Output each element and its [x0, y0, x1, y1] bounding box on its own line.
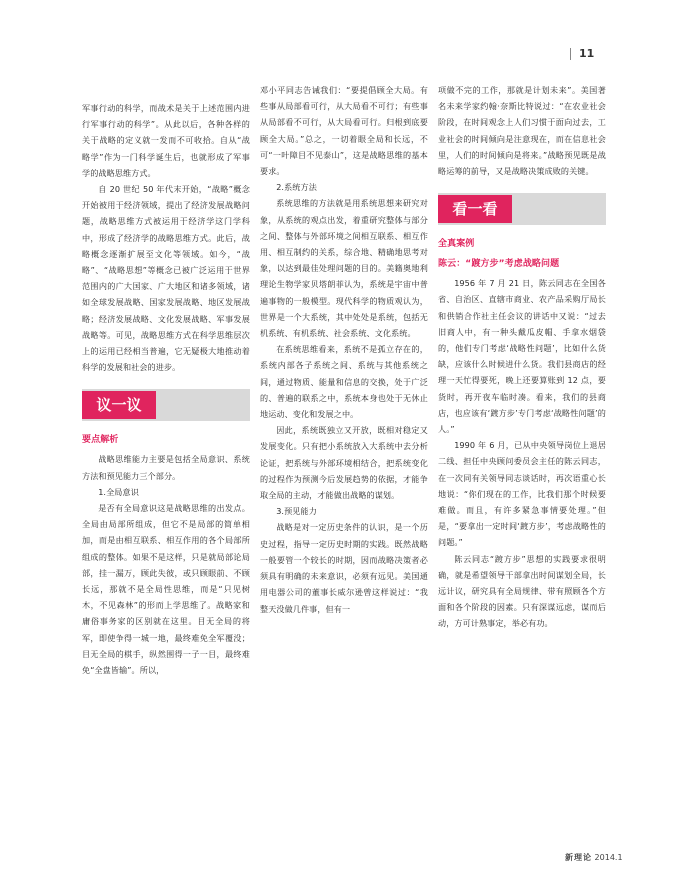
page-number: 11 — [570, 48, 619, 60]
paragraph: 战略思维能力主要是包括全局意识、系统方法和预见能力三个部分。 — [82, 454, 250, 481]
item-heading: 2.系统方法 — [276, 182, 317, 193]
issue-number: 2014.1 — [594, 853, 623, 862]
paragraph: 军事行动的科学，而战术是关于上述范围内进行军事行动的科学”。从此以后，各种各样的关于战略的定义就一发而不可收拾。自从“战略学”作为一门科学诞生后，也就形成了军事学的战略思维方式。 — [82, 103, 250, 178]
paragraph: 是否有全局意识这是战略思维的出发点。全局由局部所组成，但它不是局部的简单相加，而是由相互联系、相互作用的各个局部所组成的整体。如果不是这样，只是就局部论局部，挂一漏万，顾此失彼，或只顾眼前、不顾长远，那就不是全局性思维，而是“只见树木，不见森林”的形而上学思维了。战略家和庸俗事务家的区别就在这里。目无全局的将军，即使争得一城一地，最终难免全军覆没；目无全局的棋手，纵然围得一子一目，最终难免“全盘皆输”。所以， — [82, 503, 250, 676]
subheading-key-points: 要点解析 — [82, 435, 119, 446]
paragraph: 1990 年 6 月，已从中央领导岗位上退居二线、担任中央顾问委员会主任的陈云同志，在一次同有关领导同志谈话时，再次语重心长地说：“你们现在的工作，比我们那个时候要难做。而且，有许多紧急事情要处理。”但是，“要拿出一定时间‘踱方步’，考虑战略性的问题。” — [438, 440, 606, 548]
left-column — [82, 100, 250, 678]
paragraph: 在系统思维看来，系统不是孤立存在的，系统内部各子系统之间、系统与其他系统之间，通过物质、能量和信息的交换，处于广泛的、普遍的联系之中，系统本身也处于无休止地运动、变化和发展之中。 — [260, 344, 428, 420]
paragraph: 项做不完的工作，那就是计划未来”。美国著名未来学家约翰·奈斯比特说过：“在农业社会阶段，在时间观念上人们习惯于面向过去，工业社会的时间倾向是注意现在，而在信息社会里，人们的时间倾向是将来。”战略预见既是战略运筹的前导，又是战略决策成败的关键。 — [438, 85, 606, 177]
paragraph: 1956 年 7 月 21 日，陈云同志在全国各省、自治区、直辖市商业、农产品采购厅局长和供销合作社主任会议的讲话中又说：“过去旧商人中，有一种头戴瓜皮帽、手拿水烟袋的，他们专门考虑‘战略性问题’，比如什么货缺，应该什么时候进什么货。我们县商店的经理一天忙得要死，晚上还要算账到 12 点，要货时，再开夜车临时凑。看来，我们的县商店，也应该有‘踱方步’专门考虑‘战略性问题’的人。” — [438, 278, 606, 435]
paragraph: 系统思维的方法就是用系统思想来研究对象，从系统的观点出发，着重研究整体与部分之间、整体与外部环境之间相互联系、相互作用、相互制约的关系，综合地、精确地思考对象，以达到最佳处理问题的目的。美籍奥地利理论生物学家贝塔朗菲认为，系统是宇宙中普遍事物的一般模型。现代科学的物质观认为，世界是一个大系统，其中处处是系统，包括无机系统、有机系统、社会系统、文化系统。 — [260, 198, 428, 339]
magazine-brand: 新理论 — [565, 852, 592, 862]
section-label: 看一看 — [438, 195, 512, 223]
section-header-discuss — [82, 389, 250, 421]
item-heading: 1.全局意识 — [98, 486, 139, 497]
section-label: 议一议 — [82, 391, 156, 419]
section-header-look — [438, 193, 606, 225]
item-heading: 3.预见能力 — [276, 506, 317, 517]
paragraph: 自 20 世纪 50 年代末开始，“战略”概念开始被用于经济领域，提出了经济发展战略问题，战略思维方式被运用于经济学这门学科中，形成了经济学的战略思维方式。此后，战略概念逐渐扩展至文化等领域。如今，“战略”、“战略思想”等概念已被广泛运用于世界范围内的广大国家、广大地区和诸多领域，诸如全球发展战略、国家发展战略、地区发展战略；经济发展战略、文化发展战略、军事发展战略等。可见，战略思维方式在科学思维层次上的运用已经相当普遍，它无疑极大地推动着科学的发展和社会的进步。 — [82, 184, 250, 373]
paragraph: 邓小平同志告诫我们：“要提倡顾全大局。有些事从局部看可行，从大局看不可行；有些事从局部看不可行，从大局看可行。归根到底要顾全大局。”总之，一切着眼全局和长远，不可“一叶障目不见泰山”，这是战略思维的基本要求。 — [260, 85, 428, 177]
paragraph: 因此，系统既独立又开放，既相对稳定又发展变化。只有把小系统放入大系统中去分析论证，把系统与外部环境相结合，把系统变化的过程作为预测今后发展趋势的依据，才能争取全局的主动，才能做出战略的谋划。 — [260, 425, 428, 501]
paragraph: 战略是对一定历史条件的认识，是一个历史过程，指导一定历史时期的实践。既然战略一般要管一个较长的时期，因而战略决策者必须具有明确的未来意识，必须有远见。美国通用电器公司的董事长威尔逊曾这样说过：“我整天没做几件事，但有一 — [260, 522, 428, 614]
paragraph: 陈云同志“踱方步”思想的实践要求很明确，就是希望领导干部拿出时间谋划全局，长远计议，研究具有全局规律、带有照顾各个方面和各个阶段的因素。只有深谋远虑，谋而后动，方可计熟事定，举必有功。 — [438, 553, 606, 629]
case-title: 陈云：“踱方步”考虑战略问题 — [438, 259, 560, 270]
middle-column — [260, 82, 428, 617]
right-column — [438, 82, 606, 632]
footer — [565, 852, 623, 863]
subheading-case-study: 全真案例 — [438, 239, 475, 250]
